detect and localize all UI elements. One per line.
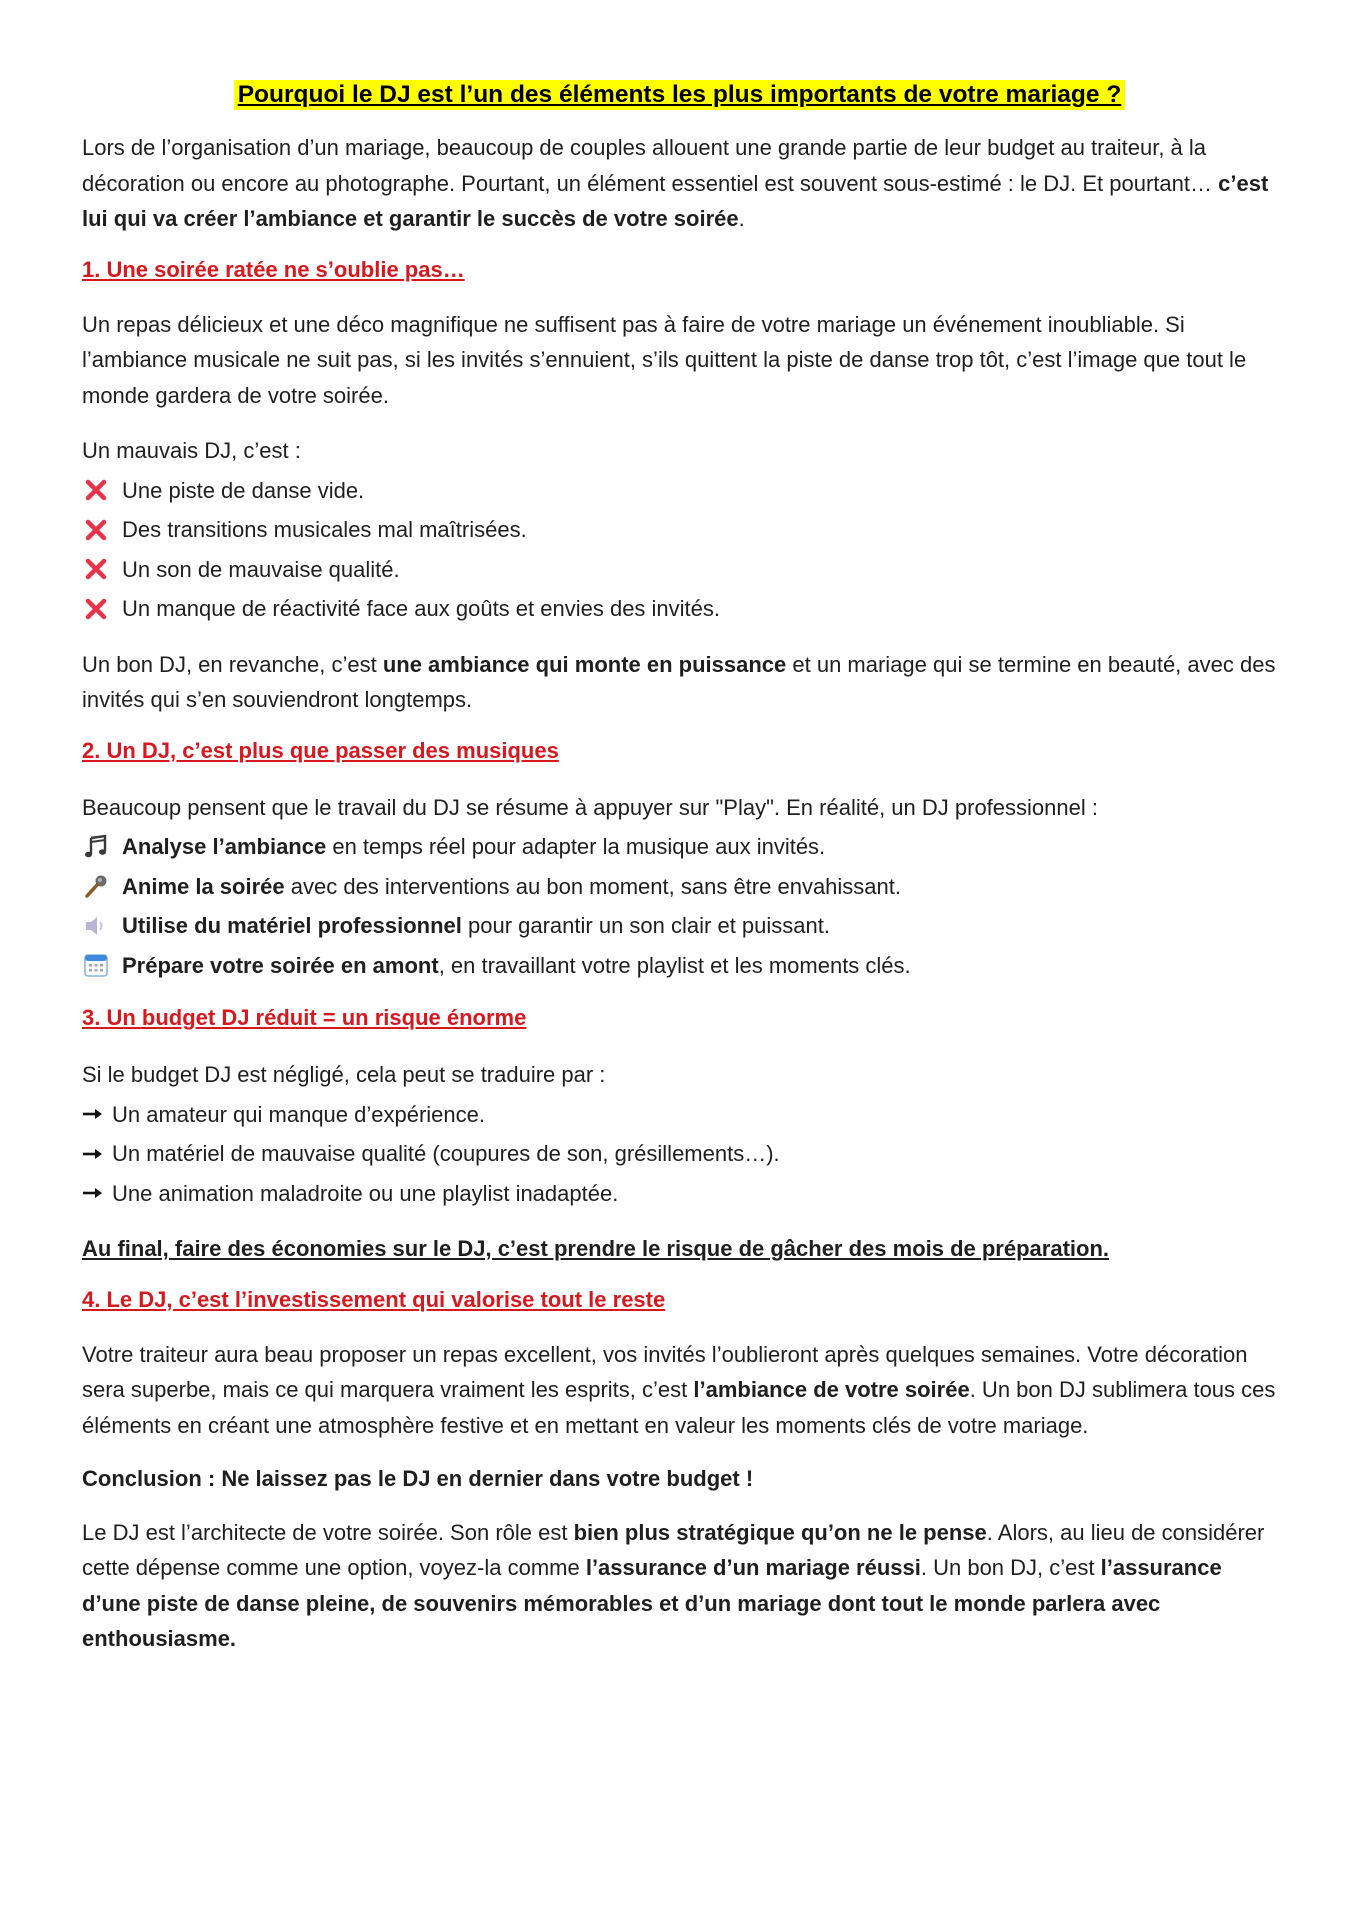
list-item-text <box>122 946 911 986</box>
list-item <box>82 867 1277 907</box>
item-bold: Utilise du matériel professionnel <box>122 913 462 938</box>
section3-final <box>82 1231 1277 1267</box>
s4-bold: l’ambiance de votre soirée <box>693 1377 970 1402</box>
right-arrow-icon <box>82 1140 104 1168</box>
cross-mark-icon <box>82 595 110 623</box>
item-text: en temps réel pour adapter la musique aux invités. <box>326 834 826 859</box>
c-text-3: . Un bon DJ, c’est <box>920 1555 1101 1580</box>
list-item-text: Un matériel de mauvaise qualité (coupures de son, grésillements…). <box>112 1141 780 1166</box>
c-bold-1: bien plus stratégique qu’on ne le pense <box>573 1519 987 1545</box>
item-text: pour garantir un son clair et puissant. <box>461 913 830 938</box>
page-title: Pourquoi le DJ est l’un des éléments les plus importants de votre mariage ? <box>234 80 1126 110</box>
section2-intro: Beaucoup pensent que le travail du DJ se résume à appuyer sur "Play". En réalité, un DJ professionnel : <box>82 794 1098 820</box>
list-item <box>82 906 1277 946</box>
intro-paragraph <box>82 130 1277 237</box>
list-item-text <box>122 906 830 946</box>
list-item-text: Un amateur qui manque d’expérience. <box>112 1101 486 1127</box>
c-text-2: . Alors, au lieu de considérer cette dépense comme une option, voyez-la comme <box>82 1519 1265 1580</box>
section4-paragraph <box>82 1337 1277 1444</box>
item-bold: Anime la soirée <box>122 873 285 899</box>
item-text: , en travaillant votre playlist et les moments clés. <box>438 952 911 978</box>
good-text-2: et un mariage qui se termine en beauté, avec des invités qui s’en souviendront longtemps. <box>82 651 1276 712</box>
dj-role-list <box>82 788 1277 986</box>
c-bold-3: l’assurance d’une piste de danse pleine, de souvenirs mémorables et d’un mariage dont tout le monde parlera avec enthousiasme. <box>82 1555 1222 1651</box>
speaker-icon <box>82 912 110 940</box>
section1-paragraph: Un repas délicieux et une déco magnifique ne suffisent pas à faire de votre mariage un événement inoubliable. Si l’ambiance musicale ne suit pas, si les invités s’ennuient, s’ils quittent la piste de danse trop tôt, c’est l’image que tout le monde gardera de votre soirée. <box>82 311 1247 408</box>
list-item <box>82 1134 1277 1174</box>
conclusion-paragraph <box>82 1515 1277 1657</box>
cross-mark-icon <box>82 516 110 544</box>
section1-heading: 1. Une soirée ratée ne s’oublie pas… <box>82 256 465 282</box>
microphone-icon <box>82 872 110 900</box>
item-bold: Analyse l’ambiance <box>122 834 327 859</box>
list-item-text: Une animation maladroite ou une playlist inadaptée. <box>112 1180 619 1206</box>
right-arrow-icon <box>82 1100 104 1128</box>
bad-list-intro: Un mauvais DJ, c’est : <box>82 438 301 463</box>
good-text-1: Un bon DJ, en revanche, c’est <box>82 651 383 677</box>
list-item-text: Un son de mauvaise qualité. <box>122 556 400 582</box>
list-item-text: Un manque de réactivité face aux goûts et envies des invités. <box>122 596 721 621</box>
list-item-text <box>122 867 901 907</box>
list-item <box>82 510 1277 550</box>
list-item-text <box>122 827 825 867</box>
list-item <box>82 471 1277 511</box>
list-item <box>82 946 1277 986</box>
item-bold: Prépare votre soirée en amont <box>122 952 439 978</box>
music-notes-icon <box>82 833 110 861</box>
conclusion-heading <box>82 1461 1277 1497</box>
section3-intro: Si le budget DJ est négligé, cela peut se traduire par : <box>82 1062 606 1087</box>
title-wrap <box>82 80 1277 110</box>
cross-mark-icon <box>82 555 110 583</box>
intro-text-1: Lors de l’organisation d’un mariage, beaucoup de couples allouent une grande partie de leur budget au traiteur, à la décoration ou encore au photographe. Pourtant, un élément essentiel est souvent sous-estimé : le DJ. Et pourtant… <box>82 135 1219 196</box>
list-item-text: Des transitions musicales mal maîtrisées. <box>122 517 527 542</box>
intro-text-2: . <box>738 206 745 231</box>
risk-list <box>82 1055 1277 1213</box>
c-text-1: Le DJ est l’architecte de votre soirée. Son rôle est <box>82 1519 574 1545</box>
c-bold-2: l’assurance d’un mariage réussi <box>585 1555 921 1580</box>
good-bold: une ambiance qui monte en puissance <box>382 651 787 677</box>
right-arrow-icon <box>82 1179 104 1207</box>
list-item <box>82 550 1277 590</box>
conclusion-heading-text: Conclusion : Ne laissez pas le DJ en dernier dans votre budget ! <box>82 1466 754 1491</box>
s4-text-1: Votre traiteur aura beau proposer un repas excellent, vos invités l’oublieront après quelques semaines. Votre décoration sera superbe, mais ce qui marquera vraiment les esprits, c’est <box>82 1341 1248 1402</box>
section2-heading: 2. Un DJ, c’est plus que passer des musiques <box>82 737 559 763</box>
list-item <box>82 1095 1277 1135</box>
section4-heading: 4. Le DJ, c’est l’investissement qui valorise tout le reste <box>82 1286 666 1312</box>
list-item <box>82 1174 1277 1214</box>
cross-mark-icon <box>82 476 110 504</box>
item-text: avec des interventions au bon moment, sans être envahissant. <box>284 873 901 899</box>
list-item <box>82 827 1277 867</box>
intro-bold: c’est lui qui va créer l’ambiance et garantir le succès de votre soirée <box>82 170 1269 231</box>
good-dj-paragraph <box>82 647 1277 718</box>
list-item <box>82 589 1277 629</box>
calendar-icon <box>82 951 110 979</box>
section3-heading: 3. Un budget DJ réduit = un risque énorme <box>82 1005 527 1030</box>
list-item-text: Une piste de danse vide. <box>122 477 365 503</box>
bad-dj-list <box>82 431 1277 629</box>
final-bold-underlined: Au final, faire des économies sur le DJ, c’est prendre le risque de gâcher des mois de préparation. <box>82 1236 1110 1261</box>
s4-text-2: . Un bon DJ sublimera tous ces éléments en créant une atmosphère festive et en mettant en valeur les moments clés de votre mariage. <box>82 1377 1276 1438</box>
